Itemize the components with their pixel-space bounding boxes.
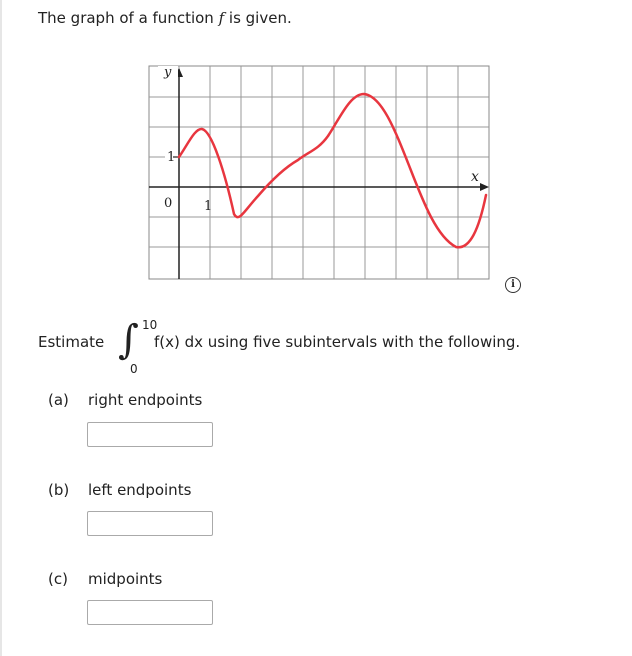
function-graph xyxy=(148,64,490,282)
part-b-label xyxy=(48,481,191,499)
part-b-text: left endpoints xyxy=(88,481,192,499)
x-tick-label: 1 xyxy=(204,199,213,214)
info-icon[interactable]: i xyxy=(505,277,521,293)
part-a-text: right endpoints xyxy=(88,391,203,409)
prompt-text-end: is given. xyxy=(224,9,292,27)
left-border xyxy=(0,0,2,656)
question xyxy=(38,316,618,376)
x-axis-label: x xyxy=(471,169,479,185)
problem-statement xyxy=(38,9,292,27)
part-b-letter: (b) xyxy=(48,481,70,499)
part-c-label xyxy=(48,570,162,588)
y-tick-label: 1 xyxy=(167,150,176,165)
question-lead: Estimate xyxy=(38,333,105,351)
integral-sign-icon: ∫ xyxy=(118,317,139,363)
part-a-letter: (a) xyxy=(48,391,69,409)
part-a-label xyxy=(48,391,202,409)
part-c-letter: (c) xyxy=(48,570,68,588)
origin-label: 0 xyxy=(164,196,173,211)
prompt-text: The graph of a function xyxy=(38,9,219,27)
function-curve xyxy=(179,94,486,247)
graph-grid xyxy=(149,66,489,279)
answer-input-midpoints[interactable] xyxy=(87,600,213,625)
part-c-text: midpoints xyxy=(88,570,163,588)
answer-input-left-endpoints[interactable] xyxy=(87,511,213,536)
y-axis-label: y xyxy=(164,65,172,80)
upper-limit: 10 xyxy=(142,318,158,332)
x-axis-arrow xyxy=(480,183,489,191)
function-name: f xyxy=(218,9,225,27)
answer-input-right-endpoints[interactable] xyxy=(87,422,213,447)
integrand: f(x) dx using five subintervals with the following. xyxy=(154,333,521,351)
lower-limit: 0 xyxy=(130,362,138,376)
